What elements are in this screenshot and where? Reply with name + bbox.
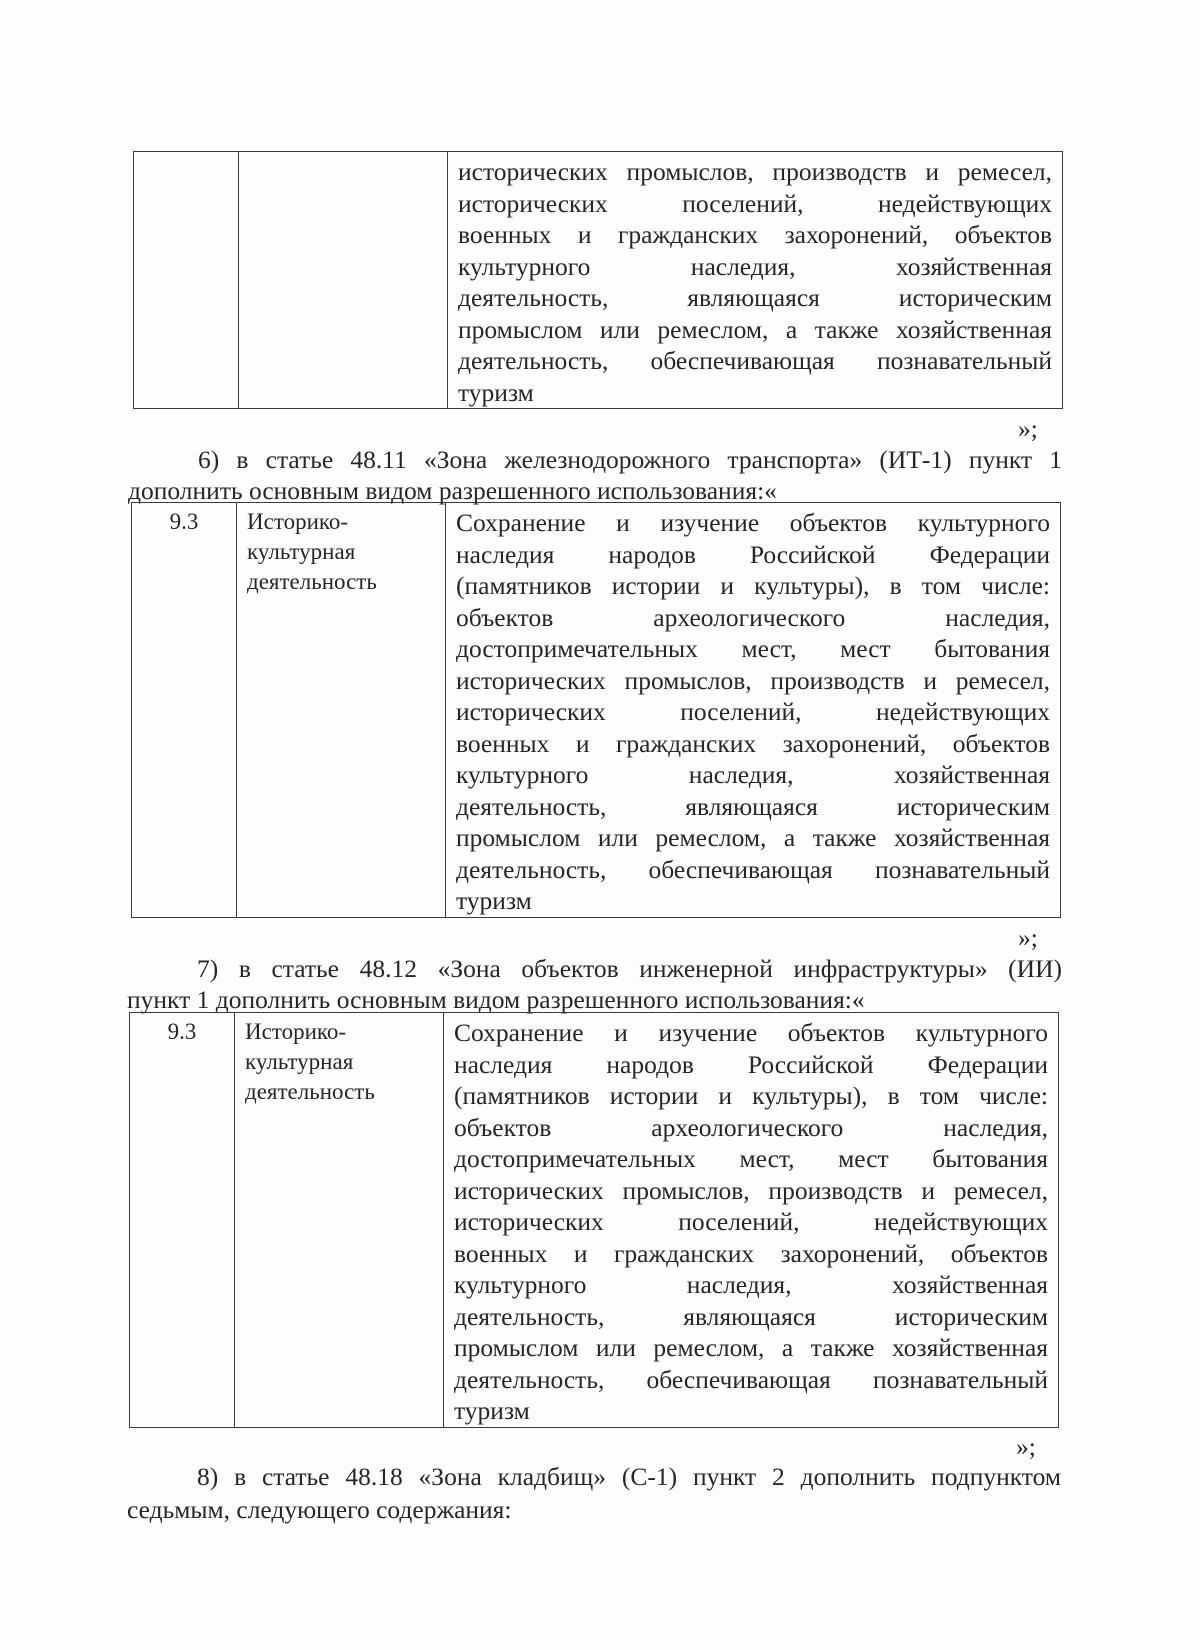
paragraph-6 — [128, 444, 1062, 506]
description-line: военных и гражданских захоронений, объектов — [458, 220, 1052, 249]
description-line: объектов археологического наследия, — [454, 1112, 1048, 1142]
usage-name-line: культурная — [245, 1049, 354, 1074]
usage-code: 9.3 — [130, 1013, 235, 1428]
closing-quote: »; — [1016, 1432, 1036, 1461]
description-line: промыслом или ремеслом, а также хозяйственная — [458, 314, 1052, 344]
description-line: исторических промыслов, производств и ремесел, — [456, 665, 1050, 695]
description-line: военных и гражданских захоронений, объектов — [456, 728, 1050, 758]
paragraph-line: дополнить основным видом разрешенного использования:« — [128, 476, 777, 505]
description-line: туризм — [456, 886, 532, 915]
closing-quote: »; — [1018, 414, 1038, 443]
description-line: военных и гражданских захоронений, объектов — [454, 1238, 1048, 1268]
description-line: Сохранение и изучение объектов культурного — [456, 508, 1050, 537]
usage-name-line: деятельность — [247, 569, 377, 594]
paragraph-line: 8) в статье 48.18 «Зона кладбищ» (С-1) пункт 2 дополнить подпунктом — [197, 1462, 1061, 1491]
description-line: промыслом или ремеслом, а также хозяйственная — [456, 823, 1050, 852]
usage-name-line: Историко- — [247, 509, 349, 534]
description-line: наследия народов Российской Федерации — [454, 1049, 1048, 1079]
description-line: промыслом или ремеслом, а также хозяйственная — [454, 1333, 1048, 1362]
paragraph-8 — [127, 1460, 1061, 1526]
usage-table-it1 — [131, 502, 1061, 918]
description-line: исторических поселений, недействующих — [454, 1207, 1048, 1236]
description-line: исторических поселений, недействующих — [458, 188, 1052, 218]
description-line: наследия народов Российской Федерации — [456, 539, 1050, 569]
description-line: объектов археологического наследия, — [456, 602, 1050, 632]
usage-table-ii — [129, 1012, 1059, 1428]
usage-code: 9.3 — [132, 503, 237, 918]
description-line: культурного наследия, хозяйственная — [456, 760, 1050, 789]
usage-name-line: культурная — [247, 539, 356, 564]
table-cell-code — [134, 152, 239, 409]
paragraph-line: седьмым, следующего содержания: — [127, 1495, 512, 1524]
description-line: деятельность, обеспечивающая познавательный — [456, 854, 1050, 884]
description-line: исторических промыслов, производств и ремесел, — [454, 1175, 1048, 1205]
description-line: (памятников истории и культуры), в том числе: — [454, 1081, 1048, 1110]
closing-quote: »; — [1018, 923, 1038, 952]
description-line: Сохранение и изучение объектов культурного — [454, 1018, 1048, 1047]
description-line: деятельность, являющаяся историческим — [458, 283, 1052, 312]
description-line: деятельность, обеспечивающая познавательный — [458, 346, 1052, 375]
paragraph-7 — [127, 953, 1062, 1015]
description-line: достопримечательных мест, мест бытования — [456, 634, 1050, 663]
description-line: культурного наследия, хозяйственная — [458, 251, 1052, 281]
description-line: (памятников истории и культуры), в том числе: — [456, 571, 1050, 600]
usage-name — [237, 503, 446, 918]
continuation-table — [133, 151, 1063, 409]
description-line: достопримечательных мест, мест бытования — [454, 1144, 1048, 1173]
table-cell-name — [239, 152, 448, 409]
description-line: исторических поселений, недействующих — [456, 697, 1050, 726]
description-line: деятельность, являющаяся историческим — [456, 791, 1050, 821]
description-line: деятельность, являющаяся историческим — [454, 1301, 1048, 1331]
paragraph-line: 7) в статье 48.12 «Зона объектов инженерной инфраструктуры» (ИИ) — [197, 954, 1062, 983]
description-line: культурного наследия, хозяйственная — [454, 1270, 1048, 1299]
usage-description — [446, 503, 1061, 918]
usage-name-line: деятельность — [245, 1079, 375, 1104]
usage-name-line: Историко- — [245, 1019, 347, 1044]
paragraph-line: пункт 1 дополнить основным видом разрешенного использования:« — [127, 985, 865, 1014]
paragraph-line: 6) в статье 48.11 «Зона железнодорожного транспорта» (ИТ-1) пункт 1 — [198, 445, 1062, 474]
table-cell-description — [448, 152, 1063, 409]
description-line: деятельность, обеспечивающая познавательный — [454, 1364, 1048, 1394]
description-line: туризм — [458, 377, 534, 407]
usage-description — [444, 1013, 1059, 1428]
description-line: исторических промыслов, производств и ремесел, — [458, 157, 1052, 186]
usage-name — [235, 1013, 444, 1428]
description-line: туризм — [454, 1396, 530, 1425]
